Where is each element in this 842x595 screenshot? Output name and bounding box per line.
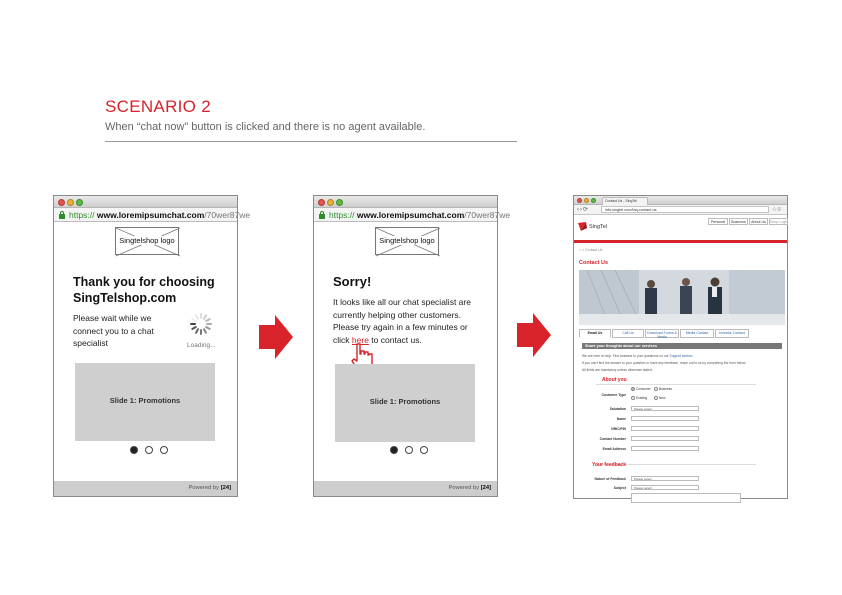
back-forward-icon[interactable]: ‹›⟳ — [577, 207, 590, 213]
subject-select[interactable]: Please select — [631, 485, 699, 490]
thank-you-heading: Thank you for choosing SingTelshop.com — [73, 275, 215, 305]
arrow-right-icon — [259, 315, 293, 359]
brand-name: SingTel — [589, 224, 608, 230]
address-bar[interactable] — [574, 205, 787, 215]
tab-media-contact[interactable]: Media Contact — [680, 329, 714, 338]
minimize-window-button[interactable] — [584, 198, 589, 203]
mobile-browser-waiting — [53, 195, 251, 497]
subject-label: Subject — [613, 486, 626, 490]
carousel-dot-1[interactable] — [390, 446, 398, 454]
sorry-heading: Sorry! — [333, 274, 372, 289]
intro-text-2: If you can't find the answer to your question or have any feedback, reach out to us by completing the form below. — [582, 361, 747, 365]
radio-existing[interactable]: Existing — [631, 396, 647, 400]
intro-text: We are here to help. Find answers to your questions on our Support section. — [582, 354, 694, 358]
hero-image — [579, 270, 785, 325]
powered-by-footer: Powered by [24] — [54, 481, 237, 496]
contact-tabs — [579, 329, 785, 338]
maximize-window-button[interactable] — [76, 199, 83, 206]
contact-number-label: Contact Number — [599, 437, 626, 441]
logo-label: Singtelshop logo — [119, 236, 175, 245]
salutation-select[interactable]: Please select — [631, 406, 699, 411]
feedback-textarea[interactable] — [631, 493, 741, 503]
tab-call-us[interactable]: Call Us — [612, 329, 644, 338]
email-label: Email Address — [602, 447, 626, 451]
promotion-slide[interactable] — [75, 363, 215, 441]
title-divider — [105, 141, 517, 142]
singtel-logo-icon — [578, 222, 587, 231]
carousel-dot-3[interactable] — [160, 446, 168, 454]
tab-email-us[interactable]: Email Us — [579, 329, 611, 338]
slide-label: Slide 1: Promotions — [109, 396, 181, 405]
radio-new[interactable]: New — [654, 396, 665, 400]
nav-about-us[interactable]: About Us — [749, 218, 768, 225]
tab-download-forms[interactable]: Download Forms & Media — [645, 329, 679, 338]
carousel-dot-2[interactable] — [405, 446, 413, 454]
section-divider — [596, 384, 756, 385]
scenario-title: SCENARIO 2 — [105, 97, 211, 116]
logo-label: Singtelshop logo — [379, 236, 435, 245]
minimize-window-button[interactable] — [327, 199, 334, 206]
nav-personal[interactable]: Personal — [708, 218, 728, 225]
logo-placeholder — [375, 227, 439, 255]
mandatory-note: All fields are mandatory unless otherwise stated. — [582, 368, 653, 372]
wait-message: Please wait while we connect you to a chat specialist — [73, 313, 154, 348]
url-text: https:// www.loremipsumchat.com/70wer87we — [329, 210, 511, 220]
spinner-icon — [189, 312, 213, 336]
radio-consumer[interactable]: Consumer — [631, 387, 651, 391]
nav-shop-login[interactable]: Shop Login — [770, 220, 789, 224]
name-field[interactable] — [631, 416, 699, 421]
mobile-browser-unavailable — [313, 195, 511, 497]
close-window-button[interactable] — [58, 199, 65, 206]
arrow-right-icon — [517, 313, 551, 357]
window-titlebar — [314, 196, 497, 208]
contact-number-field[interactable] — [631, 436, 699, 441]
breadcrumb[interactable]: ⌂ > Contact Us — [579, 248, 603, 252]
carousel-dots — [390, 446, 430, 456]
logo-placeholder — [115, 227, 179, 255]
url-field[interactable]: info.singtel.com/faq-contact-us — [601, 206, 769, 213]
maximize-window-button[interactable] — [591, 198, 596, 203]
nric-label: NRIC/FIN — [611, 427, 626, 431]
brand-bar — [574, 240, 787, 243]
customer-type-label: Customer Type — [601, 393, 626, 397]
feedback-nature-select[interactable]: Please select — [631, 476, 699, 481]
bookmark-star-icon[interactable]: ☆≡ — [772, 207, 781, 213]
loading-text: Loading... — [187, 342, 216, 349]
nav-business[interactable]: Business — [729, 218, 748, 225]
your-feedback-heading: Your feedback — [592, 462, 627, 468]
minimize-window-button[interactable] — [67, 199, 74, 206]
window-titlebar — [54, 196, 237, 208]
carousel-dot-3[interactable] — [420, 446, 428, 454]
carousel-dot-1[interactable] — [130, 446, 138, 454]
window-titlebar — [574, 196, 787, 205]
slide-label: Slide 1: Promotions — [369, 397, 441, 406]
scenario-description: When “chat now” button is clicked and there is no agent available. — [105, 121, 426, 133]
tab-investor-contact[interactable]: Investor Contact — [715, 329, 749, 338]
maximize-window-button[interactable] — [336, 199, 343, 206]
about-you-heading: About you — [602, 377, 627, 383]
email-field[interactable] — [631, 446, 699, 451]
radio-business[interactable]: Business — [654, 387, 672, 391]
lock-icon — [319, 211, 325, 219]
carousel-dot-2[interactable] — [145, 446, 153, 454]
promotion-slide[interactable] — [335, 364, 475, 442]
lock-icon — [59, 211, 65, 219]
carousel-dots — [130, 446, 170, 456]
address-bar[interactable] — [314, 208, 511, 222]
contact-here-link[interactable]: here — [351, 334, 369, 345]
url-text: https:// www.loremipsumchat.com/70wer87we — [69, 210, 251, 220]
nric-field[interactable] — [631, 426, 699, 431]
desktop-browser-contact-page — [573, 195, 788, 499]
close-window-button[interactable] — [577, 198, 582, 203]
salutation-label: Salutation — [609, 407, 626, 411]
name-label: Name — [616, 417, 626, 421]
share-thoughts-bar: Share your thoughts about our services — [582, 343, 782, 349]
unavailable-message: It looks like all our chat specialist are currently helping other customers. Please try again in a few minutes or click here to contact us. — [333, 297, 471, 345]
support-section-link[interactable]: Support section. — [669, 354, 694, 358]
address-bar[interactable] — [54, 208, 251, 222]
close-window-button[interactable] — [318, 199, 325, 206]
browser-tab[interactable]: Contact Us - SingTel — [602, 197, 648, 205]
page-title: Contact Us — [579, 260, 609, 266]
powered-by-footer: Powered by [24] — [314, 481, 497, 496]
feedback-nature-label: Nature of Feedback — [594, 477, 626, 481]
